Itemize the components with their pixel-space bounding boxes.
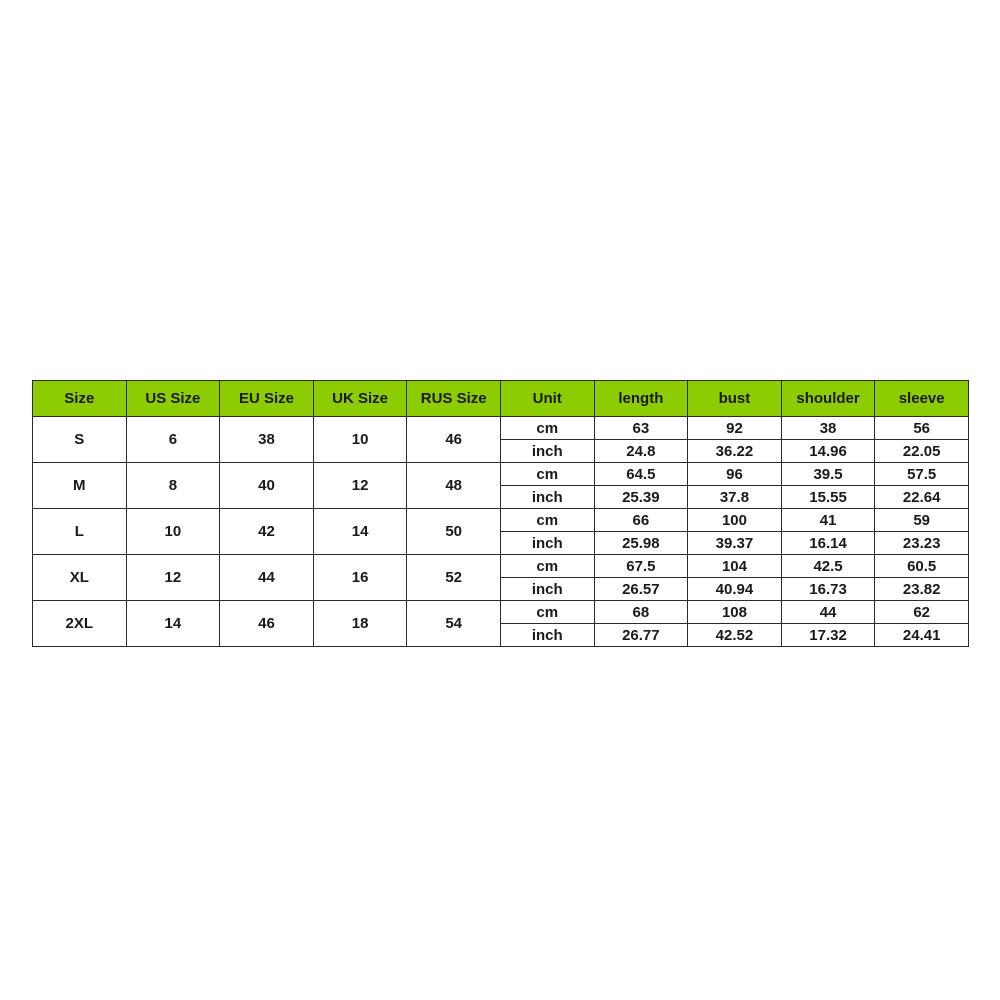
unit-cell: cm — [500, 509, 594, 532]
uk-size-cell: 14 — [313, 509, 407, 555]
unit-cell: inch — [500, 532, 594, 555]
unit-cell: inch — [500, 440, 594, 463]
header-eu-size: EU Size — [220, 381, 314, 417]
sleeve-cell: 24.41 — [875, 624, 969, 647]
size-cell: 2XL — [33, 601, 127, 647]
bust-cell: 104 — [688, 555, 782, 578]
eu-size-cell: 42 — [220, 509, 314, 555]
shoulder-cell: 17.32 — [781, 624, 875, 647]
unit-cell: cm — [500, 555, 594, 578]
sleeve-cell: 60.5 — [875, 555, 969, 578]
table-body — [33, 417, 969, 647]
shoulder-cell: 16.14 — [781, 532, 875, 555]
sleeve-cell: 22.64 — [875, 486, 969, 509]
size-cell: M — [33, 463, 127, 509]
sleeve-cell: 22.05 — [875, 440, 969, 463]
header-shoulder: shoulder — [781, 381, 875, 417]
length-cell: 25.39 — [594, 486, 688, 509]
bust-cell: 100 — [688, 509, 782, 532]
bust-cell: 92 — [688, 417, 782, 440]
rus-size-cell: 50 — [407, 509, 501, 555]
shoulder-cell: 14.96 — [781, 440, 875, 463]
uk-size-cell: 18 — [313, 601, 407, 647]
table-row — [33, 555, 969, 578]
header-bust: bust — [688, 381, 782, 417]
sleeve-cell: 62 — [875, 601, 969, 624]
length-cell: 67.5 — [594, 555, 688, 578]
rus-size-cell: 46 — [407, 417, 501, 463]
shoulder-cell: 41 — [781, 509, 875, 532]
length-cell: 63 — [594, 417, 688, 440]
us-size-cell: 10 — [126, 509, 220, 555]
shoulder-cell: 38 — [781, 417, 875, 440]
header-uk-size: UK Size — [313, 381, 407, 417]
bust-cell: 40.94 — [688, 578, 782, 601]
eu-size-cell: 44 — [220, 555, 314, 601]
bust-cell: 36.22 — [688, 440, 782, 463]
header-rus-size: RUS Size — [407, 381, 501, 417]
length-cell: 25.98 — [594, 532, 688, 555]
sleeve-cell: 59 — [875, 509, 969, 532]
uk-size-cell: 12 — [313, 463, 407, 509]
table-header — [33, 381, 969, 417]
bust-cell: 96 — [688, 463, 782, 486]
rus-size-cell: 54 — [407, 601, 501, 647]
size-cell: XL — [33, 555, 127, 601]
eu-size-cell: 38 — [220, 417, 314, 463]
length-cell: 26.77 — [594, 624, 688, 647]
length-cell: 26.57 — [594, 578, 688, 601]
sleeve-cell: 23.23 — [875, 532, 969, 555]
size-chart-container — [32, 380, 969, 647]
shoulder-cell: 42.5 — [781, 555, 875, 578]
unit-cell: inch — [500, 486, 594, 509]
length-cell: 24.8 — [594, 440, 688, 463]
us-size-cell: 14 — [126, 601, 220, 647]
bust-cell: 42.52 — [688, 624, 782, 647]
us-size-cell: 8 — [126, 463, 220, 509]
bust-cell: 37.8 — [688, 486, 782, 509]
length-cell: 64.5 — [594, 463, 688, 486]
unit-cell: cm — [500, 463, 594, 486]
table-row — [33, 509, 969, 532]
sleeve-cell: 56 — [875, 417, 969, 440]
shoulder-cell: 15.55 — [781, 486, 875, 509]
length-cell: 66 — [594, 509, 688, 532]
rus-size-cell: 52 — [407, 555, 501, 601]
header-row — [33, 381, 969, 417]
eu-size-cell: 40 — [220, 463, 314, 509]
eu-size-cell: 46 — [220, 601, 314, 647]
bust-cell: 39.37 — [688, 532, 782, 555]
us-size-cell: 6 — [126, 417, 220, 463]
unit-cell: cm — [500, 601, 594, 624]
shoulder-cell: 39.5 — [781, 463, 875, 486]
table-row — [33, 601, 969, 624]
uk-size-cell: 16 — [313, 555, 407, 601]
table-row — [33, 463, 969, 486]
header-unit: Unit — [500, 381, 594, 417]
unit-cell: cm — [500, 417, 594, 440]
header-us-size: US Size — [126, 381, 220, 417]
header-sleeve: sleeve — [875, 381, 969, 417]
sleeve-cell: 57.5 — [875, 463, 969, 486]
header-length: length — [594, 381, 688, 417]
bust-cell: 108 — [688, 601, 782, 624]
us-size-cell: 12 — [126, 555, 220, 601]
shoulder-cell: 44 — [781, 601, 875, 624]
unit-cell: inch — [500, 624, 594, 647]
rus-size-cell: 48 — [407, 463, 501, 509]
table-row — [33, 417, 969, 440]
sleeve-cell: 23.82 — [875, 578, 969, 601]
size-cell: S — [33, 417, 127, 463]
uk-size-cell: 10 — [313, 417, 407, 463]
header-size: Size — [33, 381, 127, 417]
size-chart-table — [32, 380, 969, 647]
size-cell: L — [33, 509, 127, 555]
shoulder-cell: 16.73 — [781, 578, 875, 601]
length-cell: 68 — [594, 601, 688, 624]
unit-cell: inch — [500, 578, 594, 601]
